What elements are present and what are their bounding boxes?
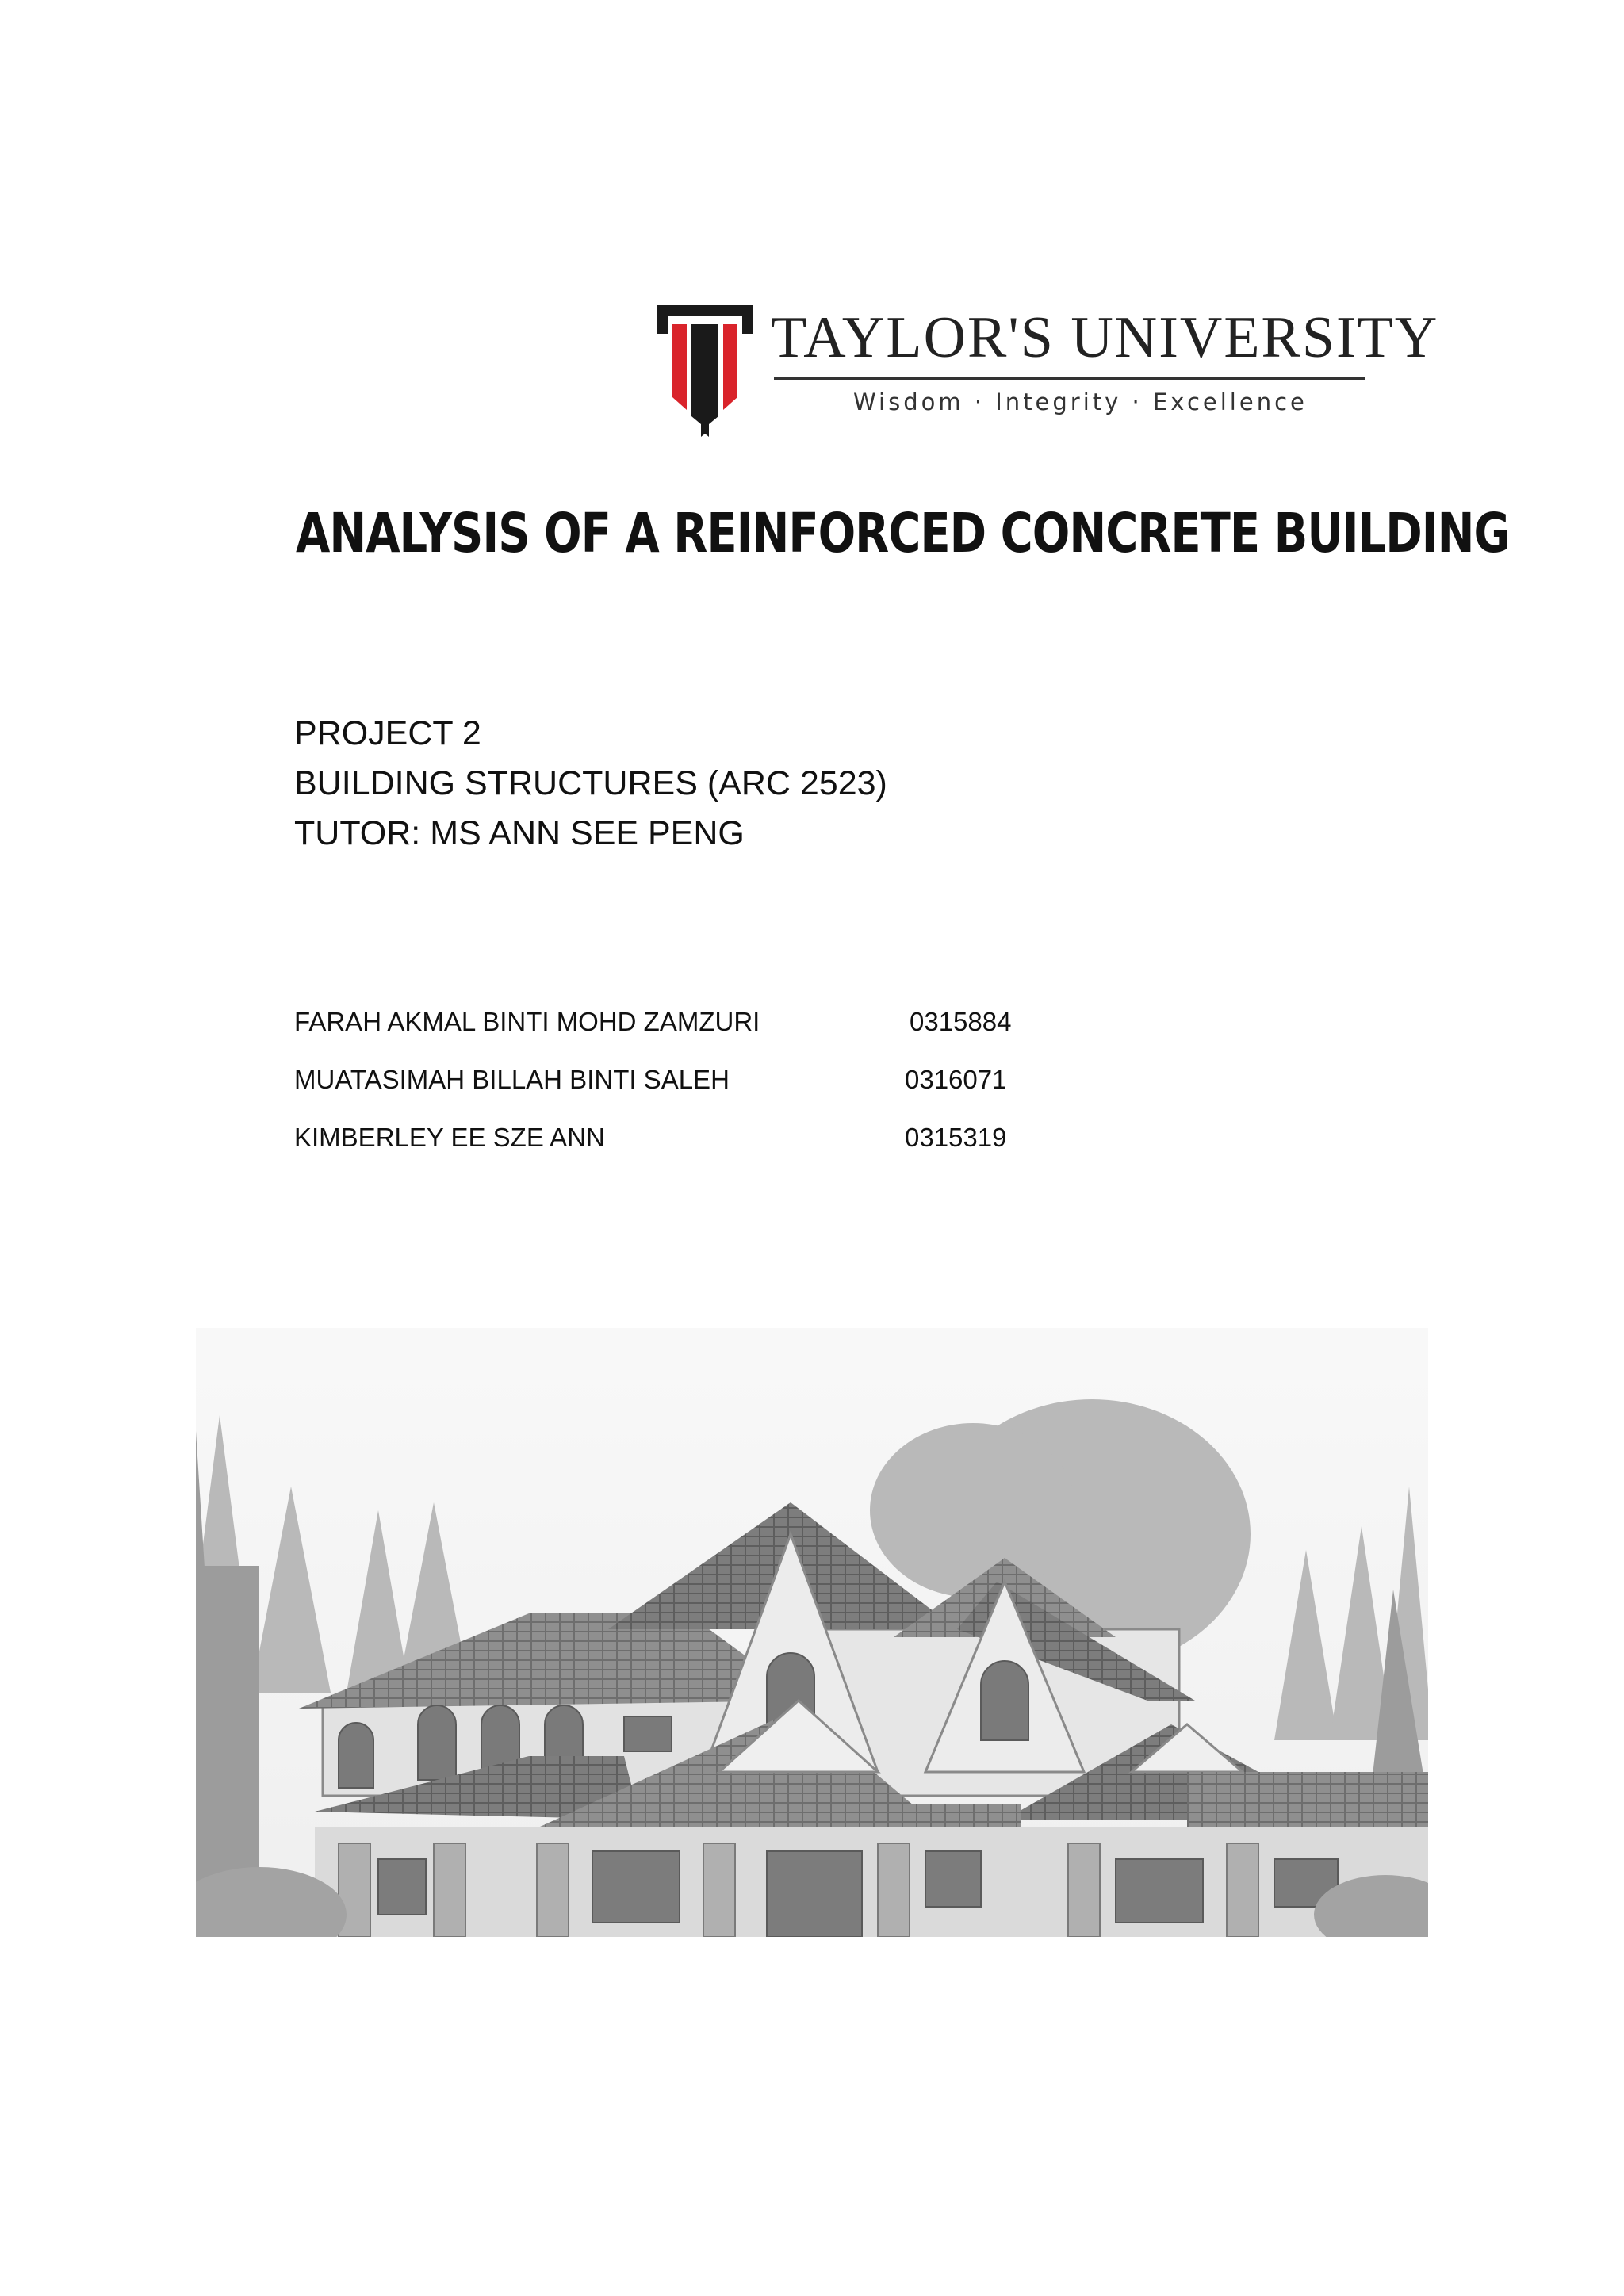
- university-tagline: Wisdom · Integrity · Excellence: [853, 388, 1308, 415]
- member-row: [294, 1123, 1040, 1181]
- member-id: 0316071: [905, 1065, 1007, 1094]
- member-row: [294, 1007, 1040, 1065]
- member-name: KIMBERLEY EE SZE ANN: [294, 1123, 605, 1152]
- member-name: MUATASIMAH BILLAH BINTI SALEH: [294, 1065, 730, 1094]
- tutor-name: TUTOR: MS ANN SEE PENG: [294, 814, 745, 852]
- logo-divider: [774, 377, 1365, 380]
- university-logo: [657, 305, 1439, 440]
- document-title: ANALYSIS OF A REINFORCED CONCRETE BUILDING: [296, 502, 1510, 566]
- member-list: [294, 1007, 1040, 1181]
- member-id: 0315319: [905, 1123, 1007, 1152]
- course-name: BUILDING STRUCTURES (ARC 2523): [294, 764, 887, 802]
- university-name: TAYLOR'S UNIVERSITY: [771, 305, 1439, 370]
- university-crest-icon: [657, 305, 753, 437]
- project-info: [294, 709, 887, 859]
- member-id: 0315884: [910, 1007, 1012, 1036]
- house-sketch-illustration: [196, 1328, 1428, 1937]
- project-number: PROJECT 2: [294, 714, 481, 752]
- member-row: [294, 1065, 1040, 1123]
- member-name: FARAH AKMAL BINTI MOHD ZAMZURI: [294, 1007, 760, 1036]
